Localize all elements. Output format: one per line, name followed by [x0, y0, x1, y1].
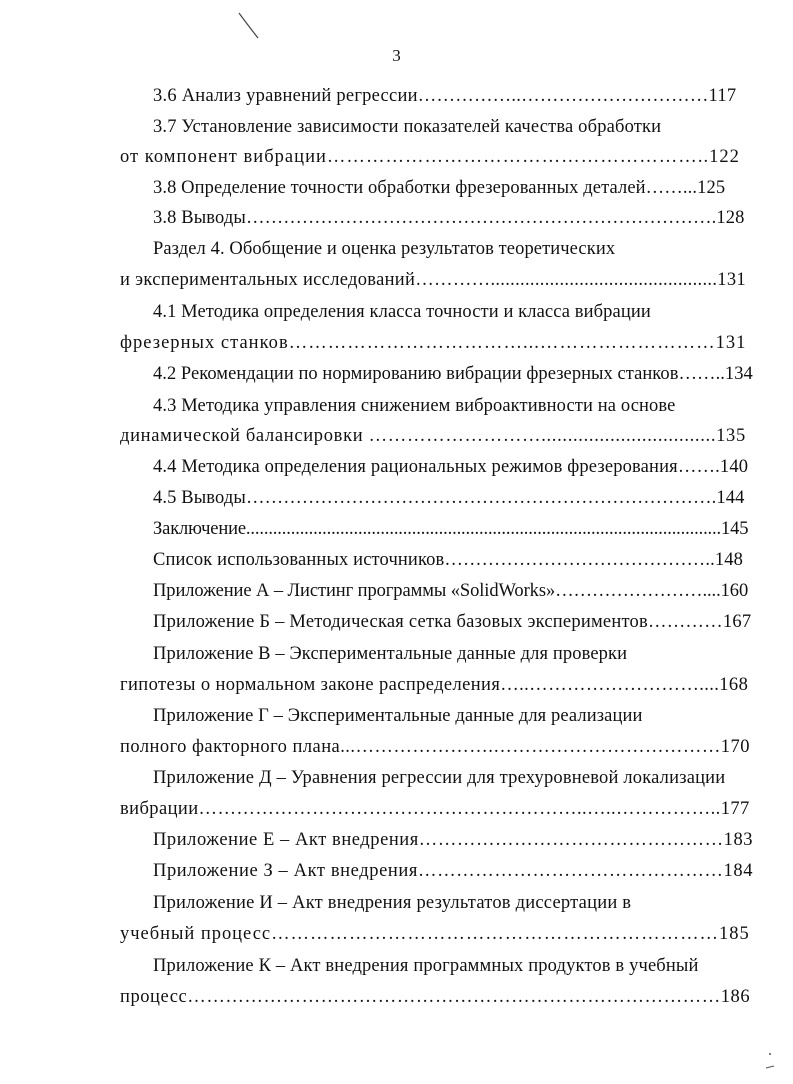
toc-line: Приложение И – Акт внедрения результатов диссертации в	[153, 893, 632, 913]
toc-line: процесс…………………………………………………………………………186	[120, 987, 751, 1007]
toc-line: Список использованных источников……………………………………..148	[153, 550, 744, 570]
toc-line: 4.5 Выводы………………………………………………………………….144	[153, 488, 745, 508]
toc-line: 4.1 Методика определения класса точности и класса вибрации	[153, 302, 651, 322]
toc-line: 4.4 Методика определения рациональных режимов фрезерования…….140	[153, 457, 749, 477]
toc-line: 3.8 Определение точности обработки фрезерованных деталей……...125	[153, 178, 726, 198]
toc-line: учебный процесс……………………………………………………………185	[120, 924, 750, 944]
toc-line: 4.3 Методика управления снижением виброактивности на основе	[153, 396, 676, 416]
toc-line: гипотезы о нормальном законе распределения…..………………………....168	[120, 675, 749, 695]
toc-line: от компонент вибрации…………………………………………………..122	[120, 147, 740, 167]
toc-line: Приложение З – Акт внедрения…………………………………………184	[153, 861, 754, 881]
toc-line: фрезерных станков………………………………...………………………131	[120, 333, 747, 353]
toc-line: Приложение Е – Акт внедрения…………………………………………183	[153, 830, 754, 850]
page-number: 3	[392, 46, 401, 65]
toc-line: Приложение Д – Уравнения регрессии для трехуровневой локализации	[153, 768, 726, 788]
toc-line: и экспериментальных исследований…………..............................................131	[120, 270, 746, 290]
scan-pen-mark	[237, 12, 261, 40]
toc-line: динамической балансировки ……………………….................................135	[120, 426, 746, 446]
toc-line: 3.6 Анализ уравнений регрессии……………..…………………………117	[153, 86, 737, 106]
toc-line: Раздел 4. Обобщение и оценка результатов теоретических	[153, 239, 616, 259]
toc-line: полного факторного плана...………………….………………………………170	[120, 737, 750, 757]
scan-speck	[760, 1050, 780, 1074]
toc-line: Приложение А – Листинг программы «SolidWorks»……………………....160	[153, 581, 749, 601]
toc-line: 3.7 Установление зависимости показателей качества обработки	[153, 117, 662, 137]
toc-line: Приложение К – Акт внедрения программных продуктов в учебный	[153, 956, 699, 976]
toc-line: Приложение Г – Экспериментальные данные для реализации	[153, 706, 643, 726]
toc-line: Приложение В – Экспериментальные данные для проверки	[153, 644, 628, 664]
toc-line: вибрации……………………………………………………..…..……………..177	[120, 799, 750, 819]
toc-line: 4.2 Рекомендации по нормированию вибрации фрезерных станков……..134	[153, 364, 753, 384]
toc-line: Заключение..........................................................................................................145	[153, 519, 749, 539]
toc-line: Приложение Б – Методическая сетка базовых экспериментов…………167	[153, 612, 752, 632]
toc-line: 3.8 Выводы………………………………………………………………….128	[153, 208, 745, 228]
